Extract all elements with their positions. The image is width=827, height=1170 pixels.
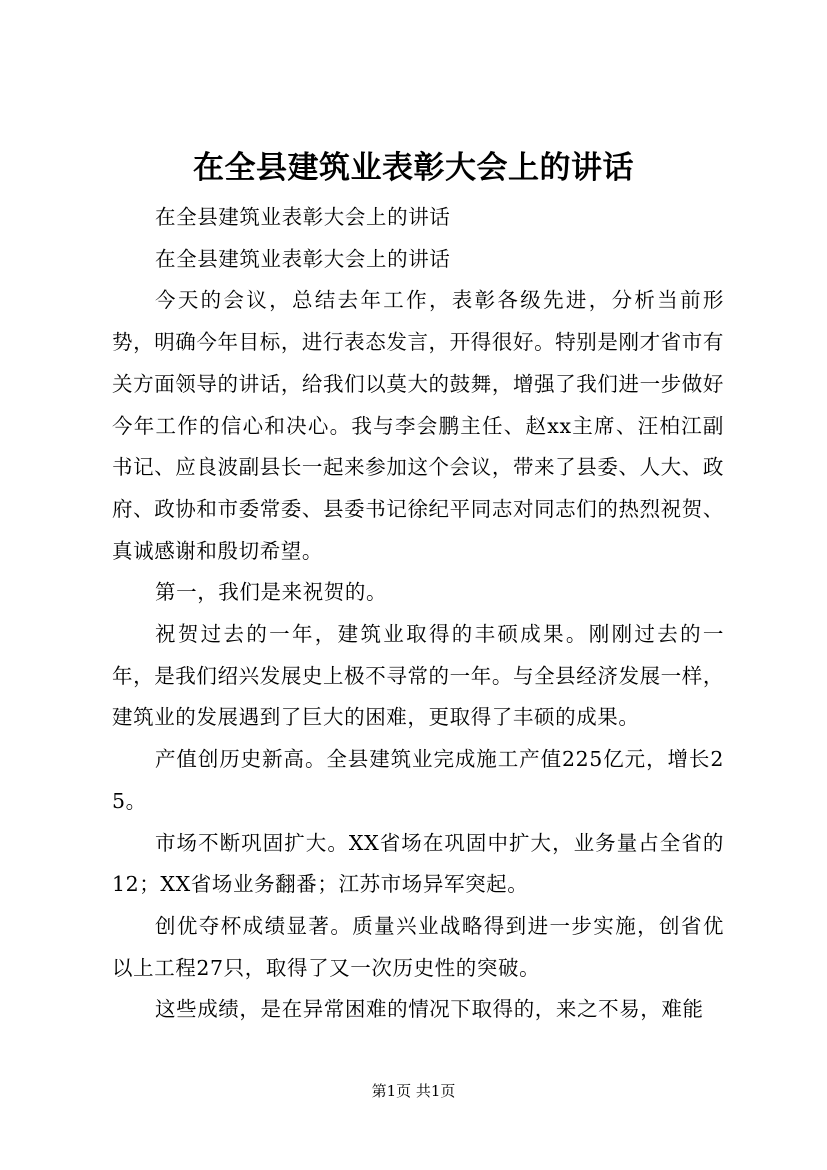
paragraph-output-value: 产值创历史新高。全县建筑业完成施工产值225亿元，增长25。 <box>112 747 724 813</box>
paragraph-quality-awards: 创优夺杯成绩显著。质量兴业战略得到进一步实施，创省优以上工程27只，取得了又一次历史性的突破。 <box>112 913 724 980</box>
paragraph-congratulation: 祝贺过去的一年，建筑业取得的丰硕成果。刚刚过去的一年，是我们绍兴发展史上极不寻常的一年。与全县经济发展一样，建筑业的发展遇到了巨大的困难，更取得了丰硕的成果。 <box>112 622 724 730</box>
subtitle-line-1: 在全县建筑业表彰大会上的讲话 <box>155 205 451 229</box>
document-body <box>112 197 724 1031</box>
paragraph-opening: 今天的会议，总结去年工作，表彰各级先进，分析当前形势，明确今年目标，进行表态发言，开得很好。特别是刚才省市有关方面领导的讲话，给我们以莫大的鼓舞，增强了我们进一步做好今年工作的信心和决心。我与李会鹏主任、赵xx主席、汪柏江副书记、应良波副县长一起来参加这个会议，带来了县委、人大、政府、政协和市委常委、县委书记徐纪平同志对同志们的热烈祝贺、真诚感谢和殷切希望。 <box>112 288 724 563</box>
paragraph-market: 市场不断巩固扩大。XX省场在巩固中扩大，业务量占全省的12；XX省场业务翻番；江苏市场异军突起。 <box>112 830 724 897</box>
document-title: 在全县建筑业表彰大会上的讲话 <box>193 150 634 186</box>
page-number-footer: 第1页 共1页 <box>371 1082 456 1100</box>
paragraph-first-point: 第一，我们是来祝贺的。 <box>155 580 388 605</box>
subtitle-line-2: 在全县建筑业表彰大会上的讲话 <box>155 246 451 271</box>
paragraph-achievements: 这些成绩，是在异常困难的情况下取得的，来之不易，难能 <box>155 997 704 1022</box>
